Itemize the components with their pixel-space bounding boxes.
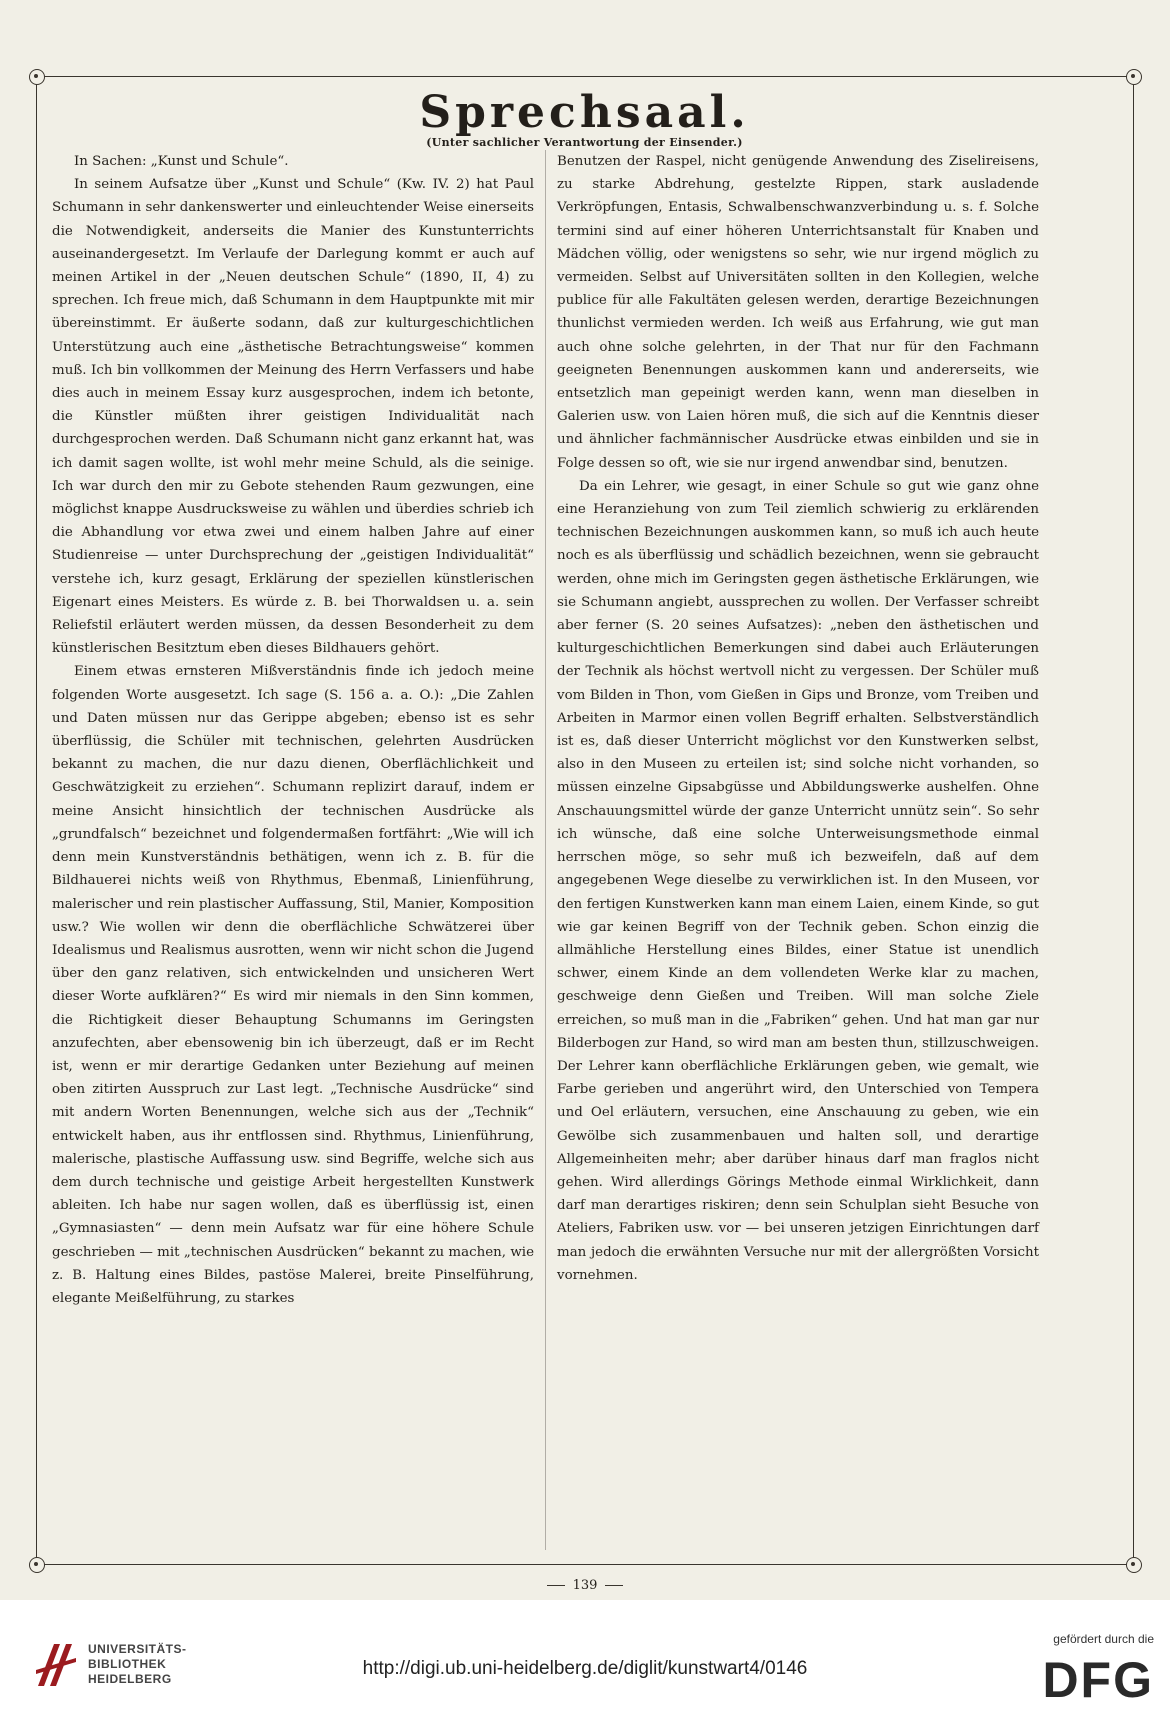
paragraph: Da ein Lehrer, wie gesagt, in einer Schule so gut wie ganz ohne eine Heranziehung von zum Teil ziemlich schwierig zu erklärenden technischen Bezeichnungen auskommen kann, so muß ich auch heute noch es als überflüssig und schädlich bezeichnen, wenn sie gebraucht werden, ohne mich im Geringsten gegen ästhetische Erklärungen, wie sie Schumann angiebt, aussprechen zu wollen. Der Verfasser schreibt aber ferner (S. 20 seines Aufsatzes): „neben den ästhetischen und kulturgeschichtlichen Bemerkungen sind dabei auch Erläuterungen der Technik als höchst wertvoll nicht zu vergessen. Der Schüler muß vom Bilden in Thon, vom Gießen in Gips und Bronze, vom Treiben und Arbeiten in Marmor einen vollen Begriff erhalten. Selbstverständlich ist es, daß dieser Unterricht möglichst vor den Kunstwerken selbst, also in den Museen zu erteilen ist; sind solche nicht vorhanden, so müssen einzelne Gipsabgüsse und Abbildungswerke aushelfen. Ohne Anschauungsmittel würde der ganze Unterricht unnütz sein“. So sehr ich wünsche, daß eine solche Unterweisungsmethode einmal herrschen möge, so sehr muß ich bezweifeln, daß auf dem angegebenen Wege dieselbe zu verwirklichen ist. In den Museen, vor den fertigen Kunstwerken kann man einem Laien, einem Kinde, so gut wie gar keinen Begriff von der Technik geben. Schon einzig die allmähliche Herstellung eines Bildes, einer Statue ist unendlich schwer, einem Kinde an dem vollendeten Werke klar zu machen, geschweige denn Gießen und Treiben. Will man solche Ziele erreichen, so muß man in die „Fabriken“ gehen. Und hat man gar nur Bilderbogen zur Hand, so wird man am besten thun, stillzuschweigen. Der Lehrer kann oberflächliche Erklärungen geben, wie gemalt, wie Farbe gerieben und angerührt wird, den Unterschied von Tempera und Oel erläutern, versuchen, eine Anschauung zu geben, wie ein Gewölbe sich zusammenbauen und halten soll, und derartige Allgemeinheiten mehr; aber darüber hinaus darf man fraglos nicht gehen. Wird allerdings Görings Methode einmal Wirklichkeit, dann darf man derartiges riskiren; denn sein Schulplan sieht Besuche von Ateliers, Fabriken usw. vor — bei unseren jetzigen Einrichtungen darf man jedoch die erwähnten Versuche nur mit der allergrößten Vorsicht vornehmen.: [557, 478, 1039, 1283]
right-rule: [1133, 76, 1134, 1564]
article-heading: In Sachen: „Kunst und Schule“.: [74, 154, 289, 169]
masthead: [36, 88, 1133, 149]
column-divider: [545, 150, 546, 1550]
paragraph: Einem etwas ernsteren Mißverständnis finde ich jedoch meine folgenden Worte ausgesetzt. Ich sage (S. 156 a. a. O.): „Die Zahlen und Daten müssen nur das Gerippe abgeben; ebenso ist es sehr überflüssig, die Schüler mit technischen, gelehrten Ausdrücken bekannt zu machen, die nur dazu dienen, Oberflächlichkeit und Geschwätzigkeit zu erziehen“. Schumann replizirt darauf, indem er meine Ansicht hinsichtlich der technischen Ausdrücke als „grundfalsch“ bezeichnet und folgendermaßen fortfährt: „Wie will ich denn mein Kunstverständnis bethätigen, wenn ich z. B. für die Bildhauerei nichts weiß von Rhythmus, Ebenmaß, Linienführung, malerischer und rein plastischer Auffassung, Stil, Manier, Komposition usw.? Wie wollen wir denn die oberflächliche Schwätzerei über Idealismus und Realismus ausrotten, wenn wir nicht schon die Jugend über den ganz relativen, sich entwickelnden und unsicheren Wert dieser Worte aufklären?“ Es wird mir niemals in den Sinn kommen, die Richtigkeit dieser Behauptung Schumanns im Geringsten anzufechten, aber ebensowenig bin ich überzeugt, daß er im Recht ist, wenn er mir derartige Gedanken unter Beziehung auf meinen oben zitirten Ausspruch zur Last legt. „Technische Ausdrücke“ sind mit andern Worten Benennungen, welche sich aus der „Technik“ entwickelt haben, aus ihr entflossen sind. Rhythmus, Linienführung, malerische, plastische Auffassung usw. sind Begriffe, welche sich aus dem durch technische und geistige Arbeit hergestellten Kunstwerk ableiten. Ich habe nur sagen wollen, daß es überflüssig ist, einen „Gymnasiasten“ — denn mein Aufsatz war für eine höhere Schule geschrieben — mit „technischen Ausdrücken“ bekannt zu machen, wie z. B. Haltung eines Bildes, pastöse Malerei, breite Pinselführung, elegante Meißelführung, zu starkes: [52, 664, 534, 1306]
section-subtitle: (Unter sachlicher Verantwortung der Einsender.): [426, 136, 743, 149]
funded-by-label: gefördert durch die: [1053, 1632, 1154, 1646]
bottom-rule: [36, 1564, 1133, 1565]
corner-ornament-icon: [29, 1557, 45, 1573]
corner-ornament-icon: [1126, 1557, 1142, 1573]
footer-bar: [0, 1600, 1170, 1729]
corner-ornament-icon: [1126, 69, 1142, 85]
left-column: [52, 150, 534, 1310]
top-rule: [36, 76, 1133, 77]
page-number: 139: [0, 1578, 1170, 1593]
paragraph: Benutzen der Raspel, nicht genügende Anwendung des Ziselireisens, zu starke Abdrehung, gestelzte Rippen, stark ausladende Verkröpfungen, Entasis, Schwalbenschwanzverbindung u. s. f. Solche termini sind auf einer höheren Unterrichtsanstalt für Knaben und Mädchen völlig, oder wenigstens so sehr, wie nur irgend möglich zu vermeiden. Selbst auf Universitäten sollten in den Kollegien, welche publice für alle Fakultäten gelesen werden, derartige Bezeichnungen thunlichst vermieden werden. Ich weiß aus Erfahrung, wie gut man auch ohne solche gelehrten, in der That nur für den Fachmann geeigneten Benennungen auskommen kann und andererseits, wie entsetzlich man gepeinigt werden kann, wenn man dieselben in Galerien usw. von Laien hören muß, die sich auf die Kenntnis dieser und ähnlicher fachmännischer Ausdrücke etwas einbilden und sie in Folge dessen so oft, wie sie nur irgend anwendbar sind, benutzen.: [557, 154, 1039, 471]
section-title: Sprechsaal.: [419, 87, 750, 138]
left-rule: [36, 76, 37, 1564]
library-name: UNIVERSITÄTS- BIBLIOTHEK HEIDELBERG: [88, 1642, 187, 1686]
source-url-link[interactable]: http://digi.ub.uni-heidelberg.de/diglit/kunstwart4/0146: [362, 1658, 808, 1679]
dfg-logo: DFG: [1042, 1652, 1154, 1708]
right-column: [557, 150, 1039, 1287]
paragraph: In seinem Aufsatze über „Kunst und Schule“ (Kw. IV. 2) hat Paul Schumann in sehr dankenswerter und einleuchtender Weise einerseits die Notwendigkeit, anderseits die Manier des Kunstunterrichts auseinandergesetzt. Im Verlaufe der Darlegung kommt er auch auf meinen Artikel in der „Neuen deutschen Schule“ (1890, II, 4) zu sprechen. Ich freue mich, daß Schumann in dem Hauptpunkte mit mir übereinstimmt. Er äußerte sodann, daß zur kulturgeschichtlichen Unterstützung auch eine „ästhetische Betrachtungsweise“ kommen muß. Ich bin vollkommen der Meinung des Herrn Verfassers und habe dies auch in meinem Essay kurz ausgesprochen, indem ich betonte, die Künstler müßten ihrer geistigen Individualität nach durchgesprochen werden. Daß Schumann nicht ganz erkannt hat, was ich damit sagen wollte, ist wohl mehr meine Schuld, als die seinige. Ich war durch den mir zu Gebote stehenden Raum gezwungen, eine möglichst knappe Ausdrucksweise zu wählen und überdies schrieb ich die Abhandlung vor etwa zwei und einem halben Jahre auf einer Studienreise — unter Durchsprechung der „geistigen Individualität“ verstehe ich, kurz gesagt, Erklärung der speziellen künstlerischen Eigenart eines Meisters. Es würde z. B. bei Thorwaldsen u. a. sein Reliefstil erläutert werden müssen, da dessen Besonderheit zu dem künstlerischen Besitztum eben dieses Bildhauers gehört.: [52, 177, 534, 657]
corner-ornament-icon: [29, 69, 45, 85]
